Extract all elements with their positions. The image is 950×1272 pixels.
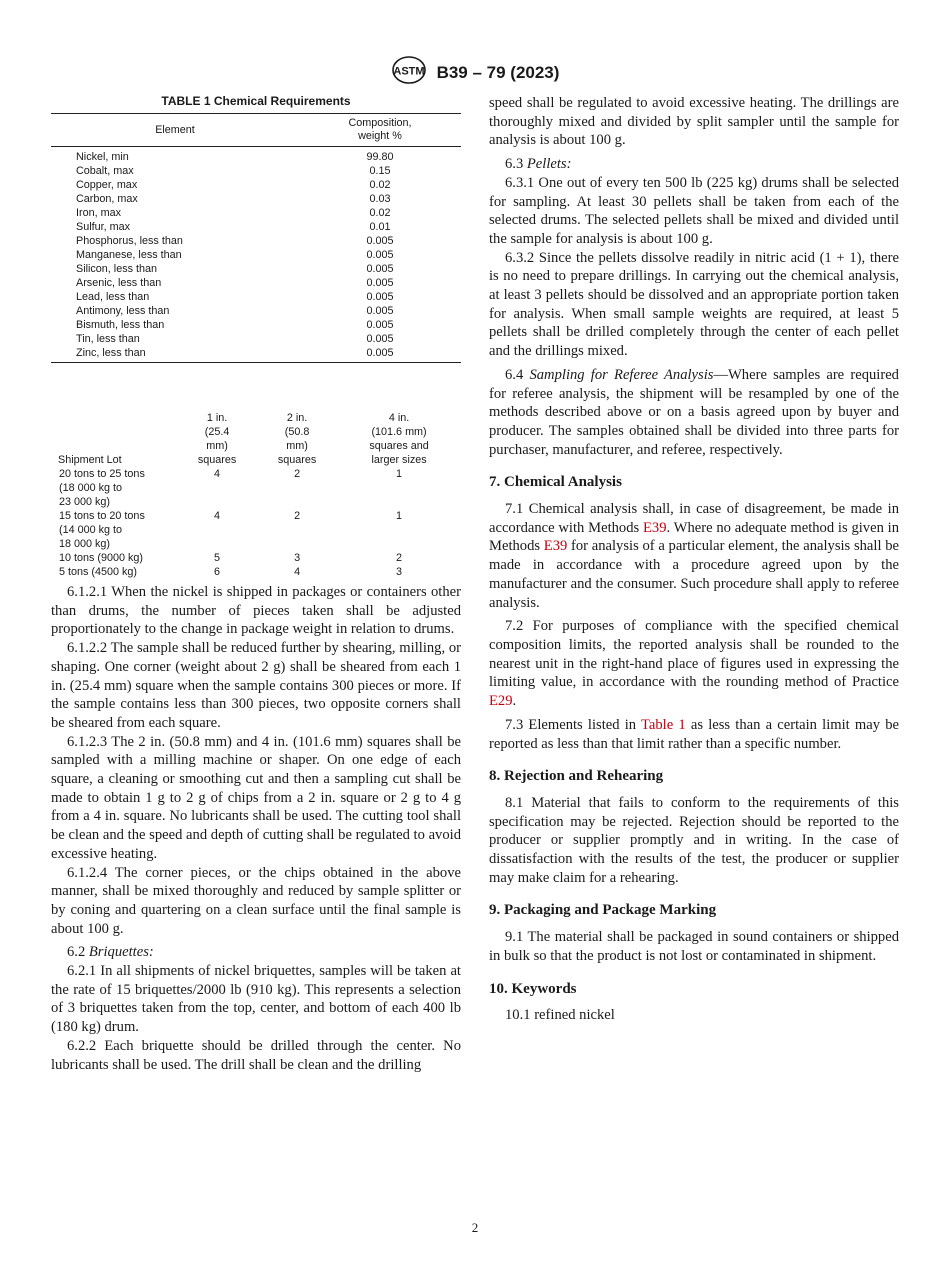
para-6-1-2-4: 6.1.2.4 The corner pieces, or the chips obtained in the above manner, shall be mixed thoroughly and reduced by sample splitter or by coning and quartering on a clean surface until the final sample is about 100 g. xyxy=(51,864,461,937)
shipment-lot: 20 tons to 25 tons (18 000 kg to 23 000 kg) xyxy=(59,468,145,508)
composition-value: 0.005 xyxy=(299,346,461,363)
table-row xyxy=(51,509,461,551)
svg-text:ASTM: ASTM xyxy=(392,65,425,78)
pieces-count: 3 xyxy=(294,552,301,564)
page-number: 2 xyxy=(471,1220,479,1235)
para-8-1: 8.1 Material that fails to conform to the requirements of this specification may be rejected. Rejection should be reported to the producer or supplier promptly and in writing. In the case of dissatisfaction with the results of the test, the producer or supplier may make claim for a rehearing. xyxy=(489,794,899,886)
table2-header-2in: 2 in. (50.8 mm) squares xyxy=(277,412,317,466)
table-row xyxy=(51,248,461,262)
table-row xyxy=(51,565,461,579)
table-row xyxy=(51,332,461,346)
composition-value: 0.005 xyxy=(366,249,394,261)
table-row xyxy=(51,467,461,509)
table-row xyxy=(51,551,461,565)
element-name: Phosphorus, less than xyxy=(76,235,183,247)
composition-value: 0.005 xyxy=(366,319,394,331)
section-8-heading: 8. Rejection and Rehearing xyxy=(489,768,664,785)
para-6-3-2: 6.3.2 Since the pellets dissolve readily in nitric acid (1 + 1), there is no need to prepare drillings. In carrying out the chemical analysis, at least 3 pellets should be dissolved and an appropriate portion taken for analysis. When small sample weights are required, at least 5 pellets shall be drilled completely through the center of each pellet and the drillings mixed. xyxy=(489,249,899,360)
pieces-count: 4 xyxy=(294,566,301,578)
table-row xyxy=(51,220,461,234)
link-table-1[interactable]: Table 1 xyxy=(641,716,686,733)
element-name: Sulfur, max xyxy=(76,221,131,233)
shipment-lot: 15 tons to 20 tons (14 000 kg to 18 000 kg) xyxy=(59,510,145,550)
element-name: Bismuth, less than xyxy=(76,319,165,331)
table-row xyxy=(51,206,461,220)
para-6-2: 6.2 Briquettes: xyxy=(67,944,154,961)
chemical-requirements-table xyxy=(51,113,461,363)
para-6-2-1: 6.2.1 In all shipments of nickel briquettes, samples will be taken at the rate of 15 briquettes/2000 lb (910 kg). This represents a selection of 3 briquettes taken from the top, center, and bottom of each 400 lb (180 kg) drum. xyxy=(51,963,461,1036)
para-6-3: 6.3 Pellets: xyxy=(505,156,572,173)
composition-value: 0.005 xyxy=(366,263,394,275)
para-6-2-2-continued: speed shall be regulated to avoid excessive heating. The drillings are thoroughly mixed and divided by split sampler until the sample for analysis is about 100 g. xyxy=(489,95,899,149)
composition-value: 0.15 xyxy=(369,165,391,177)
page-header xyxy=(0,55,950,90)
left-column xyxy=(51,94,461,1074)
table-row xyxy=(51,192,461,206)
element-name: Carbon, max xyxy=(76,193,138,205)
element-name: Nickel, min xyxy=(76,151,129,163)
composition-value: 99.80 xyxy=(366,151,394,163)
section-9-heading: 9. Packaging and Package Marking xyxy=(489,902,717,919)
element-name: Iron, max xyxy=(76,207,122,219)
table1-header-composition: Composition, weight % xyxy=(299,114,461,147)
table-row xyxy=(51,234,461,248)
element-name: Tin, less than xyxy=(76,333,140,345)
shipment-lot-table xyxy=(51,411,461,579)
pieces-count: 4 xyxy=(214,468,221,480)
para-10-1: 10.1 refined nickel xyxy=(505,1007,615,1024)
table-row xyxy=(51,290,461,304)
link-e39[interactable]: E39 xyxy=(643,519,667,536)
para-6-2-2: 6.2.2 Each briquette should be drilled through the center. No lubricants shall be used. The drill shall be clean and the drilling xyxy=(51,1037,461,1073)
pieces-count: 1 xyxy=(396,468,403,480)
composition-value: 0.005 xyxy=(366,277,394,289)
shipment-lot: 5 tons (4500 kg) xyxy=(59,566,138,578)
pieces-count: 3 xyxy=(396,566,403,578)
table-row xyxy=(51,304,461,318)
composition-value: 0.02 xyxy=(369,179,391,191)
pieces-count: 5 xyxy=(214,552,221,564)
table-row xyxy=(51,147,461,165)
element-name: Copper, max xyxy=(76,179,138,191)
pieces-count: 2 xyxy=(294,510,301,522)
element-name: Manganese, less than xyxy=(76,249,182,261)
pieces-count: 2 xyxy=(396,552,403,564)
pieces-count: 1 xyxy=(396,510,403,522)
table-row xyxy=(51,262,461,276)
table1-title: TABLE 1 Chemical Requirements xyxy=(161,94,351,108)
para-7-3: 7.3 Elements listed in Table 1 as less than a certain limit may be reported as less than that limit rather than a specific number. xyxy=(489,716,899,752)
table-row xyxy=(51,178,461,192)
table2-header-lot: Shipment Lot xyxy=(58,454,122,466)
link-e39-second[interactable]: E39 xyxy=(543,538,568,555)
element-name: Lead, less than xyxy=(76,291,150,303)
table1-body xyxy=(51,147,461,363)
table-row xyxy=(51,346,461,363)
composition-value: 0.01 xyxy=(369,221,391,233)
para-7-2: 7.2 For purposes of compliance with the specified chemical composition limits, the reported analysis shall be rounded to the nearest unit in the right-hand place of figures used in expressing the limiting value, in accordance with the rounding method of Practice E29. xyxy=(489,618,899,710)
shipment-lot: 10 tons (9000 kg) xyxy=(59,552,144,564)
para-6-1-2-3: 6.1.2.3 The 2 in. (50.8 mm) and 4 in. (101.6 mm) squares shall be sampled with a milling machine or shaper. On one edge of each square, a cleaning or smoothing cut and then a sampling cut shall be made to obtain 1 g to 2 g of chips from a 2 in. square or 2 g to 4 g from a 4 in. square. No lubricants shall be used. The cutting tool shall be clean and the speed and depth of cutting shall be regulated to avoid excessive heating. xyxy=(51,733,461,862)
para-6-1-2-1: 6.1.2.1 When the nickel is shipped in packages or containers other than drums, the number of pieces taken shall be adjusted proportionately to the change in package weight in relation to drums. xyxy=(51,584,461,638)
composition-value: 0.005 xyxy=(366,291,394,303)
link-e29[interactable]: E29 xyxy=(489,693,513,710)
table2-header-4in: 4 in. (101.6 mm) squares and larger sizes xyxy=(369,412,429,466)
para-6-3-1: 6.3.1 One out of every ten 500 lb (225 kg) drums shall be selected for sampling. At least 30 pellets shall be taken from each of the selected drums. The selected pellets shall be mixed and divided until the sample for analysis is about 100 g. xyxy=(489,174,899,247)
element-name: Cobalt, max xyxy=(76,165,134,177)
composition-value: 0.02 xyxy=(369,207,391,219)
table-row xyxy=(51,276,461,290)
element-name: Antimony, less than xyxy=(76,305,170,317)
pieces-count: 4 xyxy=(214,510,221,522)
section-7-heading: 7. Chemical Analysis xyxy=(489,474,622,491)
standard-designation: B39 – 79 (2023) xyxy=(436,62,560,82)
para-9-1: 9.1 The material shall be packaged in sound containers or shipped in bulk so that the product is not lost or contaminated in shipment. xyxy=(489,929,899,964)
composition-value: 0.005 xyxy=(366,333,394,345)
composition-value: 0.005 xyxy=(366,235,394,247)
table2-header-1in: 1 in. (25.4 mm) squares xyxy=(197,412,237,466)
composition-value: 0.005 xyxy=(366,305,394,317)
element-name: Silicon, less than xyxy=(76,263,158,275)
right-column xyxy=(489,94,899,1030)
para-7-1: 7.1 Chemical analysis shall, in case of disagreement, be made in accordance with Methods E39. Where no adequate method is given in Methods E39 for analysis of a particular element, the analysis shall be made in accordance with a procedure agreed upon by the manufacturer and the consumer. Such procedure shall apply to referee analysis. xyxy=(489,501,899,611)
para-6-4: 6.4 Sampling for Referee Analysis—Where samples are required for referee analysis, the shipment will be resampled by one of the methods described above or on a basis agreed upon by buyer and producer. The samples obtained shall be divided into three parts for purchaser, manufacturer, and referee, respectively. xyxy=(489,366,899,458)
element-name: Zinc, less than xyxy=(51,346,299,363)
pieces-count: 6 xyxy=(214,566,221,578)
table2-body xyxy=(51,467,461,579)
table-row xyxy=(51,318,461,332)
element-name: Arsenic, less than xyxy=(76,277,162,289)
astm-logo xyxy=(391,55,427,90)
table-row xyxy=(51,164,461,178)
pieces-count: 2 xyxy=(294,468,301,480)
composition-value: 0.03 xyxy=(369,193,391,205)
section-10-heading: 10. Keywords xyxy=(489,980,577,997)
table1-header-element: Element xyxy=(51,114,299,147)
para-6-1-2-2: 6.1.2.2 The sample shall be reduced further by shearing, milling, or shaping. One corner (weight about 2 g) shall be sheared from each 1 in. (25.4 mm) square when the sample contains 300 pieces or more. If the sample contains less than 300 pieces, two opposite corners shall be sheared from each square. xyxy=(51,640,461,731)
